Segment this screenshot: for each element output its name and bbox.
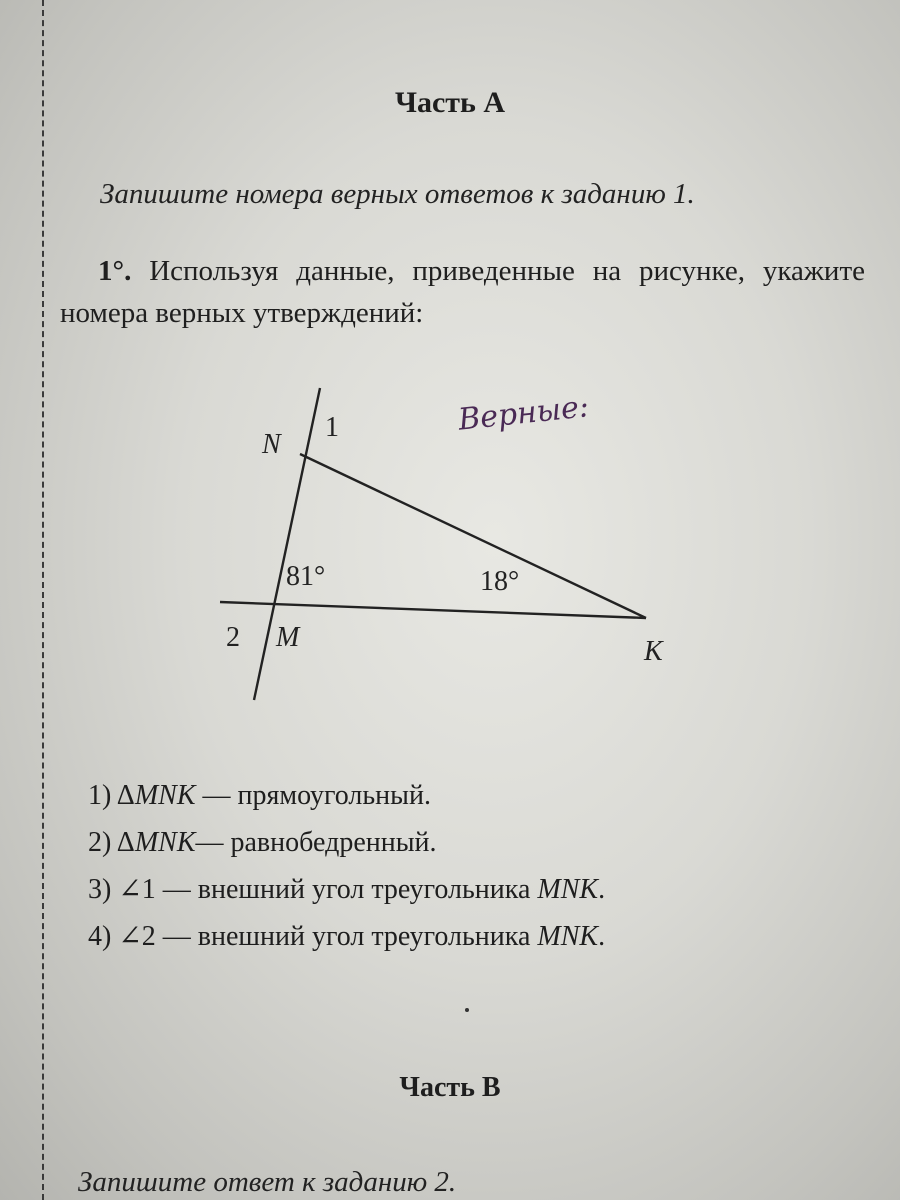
option-2-text: — равнобедренный.: [195, 827, 437, 858]
triangle-symbol: Δ: [116, 827, 135, 858]
angle-label-1: 1: [325, 412, 339, 443]
triangle-figure: [200, 380, 680, 710]
task-1-text: Используя данные, приведенные на рисунке, укажите номера верных утверждений:: [60, 255, 865, 329]
task-1: [60, 250, 865, 334]
part-b-title: Часть В: [399, 1072, 501, 1103]
option-3-text: 1 — внешний угол треугольника: [141, 874, 538, 905]
angle-label-2: 2: [226, 622, 240, 653]
triangle-symbol: Δ: [116, 780, 135, 811]
option-4-number: 4): [88, 921, 112, 952]
angle-k-value: 18°: [480, 566, 520, 597]
option-2-number: 2): [88, 827, 112, 858]
line-mk-extended: [220, 602, 646, 618]
option-4: [88, 913, 605, 960]
option-1-text: — прямоугольный.: [195, 780, 431, 811]
option-1-number: 1): [88, 780, 112, 811]
option-1-triangle-name: MNK: [134, 780, 196, 811]
option-4-triangle-name: MNK: [537, 921, 599, 952]
option-1: [88, 772, 605, 819]
answer-options: [88, 772, 605, 960]
part-b-instruction: Запишите ответ к заданию 2.: [78, 1166, 457, 1198]
option-4-text: 2 — внешний угол треугольника: [141, 921, 538, 952]
option-3-period: .: [598, 874, 606, 905]
part-a-instruction: Запишите номера верных ответов к заданию 1.: [100, 178, 695, 210]
vertex-label-m: M: [276, 622, 300, 653]
option-2: [88, 819, 605, 866]
option-3-number: 3): [88, 874, 112, 905]
side-nk: [300, 454, 646, 618]
vertex-label-n: N: [262, 429, 281, 460]
angle-symbol: ∠: [118, 874, 142, 905]
option-3-triangle-name: MNK: [537, 874, 599, 905]
option-4-period: .: [598, 921, 606, 952]
option-3: [88, 866, 605, 913]
handwritten-note: Верные:: [456, 389, 591, 438]
dashed-cut-line: [42, 0, 44, 1200]
angle-symbol: ∠: [118, 921, 142, 952]
vertex-label-k: K: [644, 636, 663, 667]
stray-dot: [465, 1008, 469, 1012]
task-1-statement: [60, 250, 865, 334]
angle-m-value: 81°: [286, 561, 326, 592]
task-1-number: 1°.: [98, 255, 132, 287]
part-a-title: Часть А: [394, 86, 506, 119]
option-2-triangle-name: MNK: [134, 827, 196, 858]
